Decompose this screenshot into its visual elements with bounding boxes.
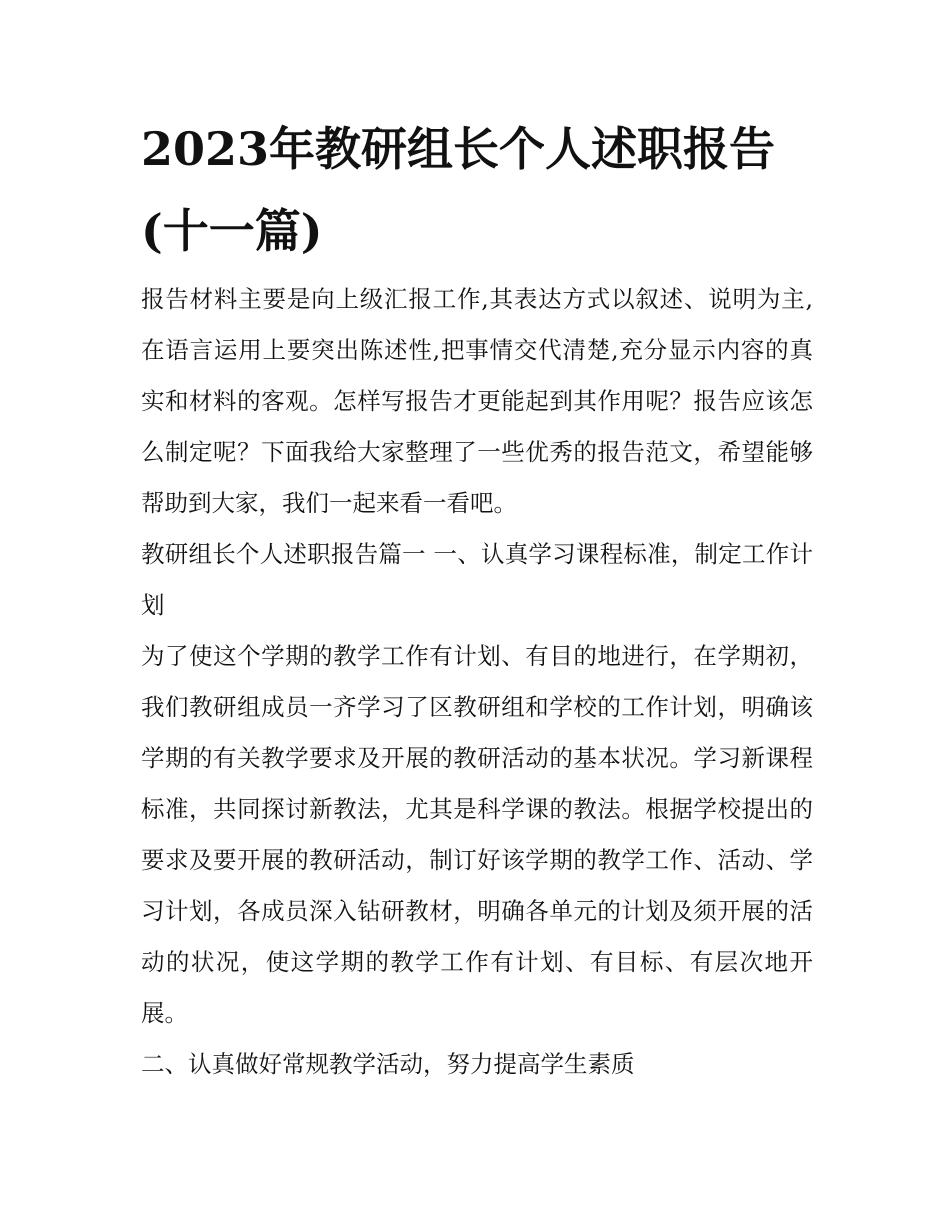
document-title: 2023年教研组长个人述职报告(十一篇) [141, 122, 776, 258]
document-body [141, 108, 813, 1090]
section-one-paragraph: 为了使这个学期的教学工作有计划、有目的地进行，在学期初，我们教研组成员一齐学习了区教研组和学校的工作计划，明确该学期的有关教学要求及开展的教研活动的基本状况。学习新课程标准，共同探讨新教法，尤其是科学课的教法。根据学校提出的要求及要开展的教研活动，制订好该学期的教学工作、活动、学习计划，各成员深入钻研教材，明确各单元的计划及须开展的活动的状况，使这学期的教学工作有计划、有目标、有层次地开展。 [141, 642, 813, 1027]
section-one-heading: 教研组长个人述职报告篇一 一、认真学习课程标准，制定工作计划 [141, 540, 813, 619]
intro-paragraph: 报告材料主要是向上级汇报工作,其表达方式以叙述、说明为主,在语言运用上要突出陈述性,把事情交代清楚,充分显示内容的真实和材料的客观。怎样写报告才更能起到其作用呢？报告应该怎么制定呢？下面我给大家整理了一些优秀的报告范文，希望能够帮助到大家，我们一起来看一看吧。 [141, 285, 813, 517]
section-two-heading: 二、认真做好常规教学活动，努力提高学生素质 [141, 1050, 635, 1078]
